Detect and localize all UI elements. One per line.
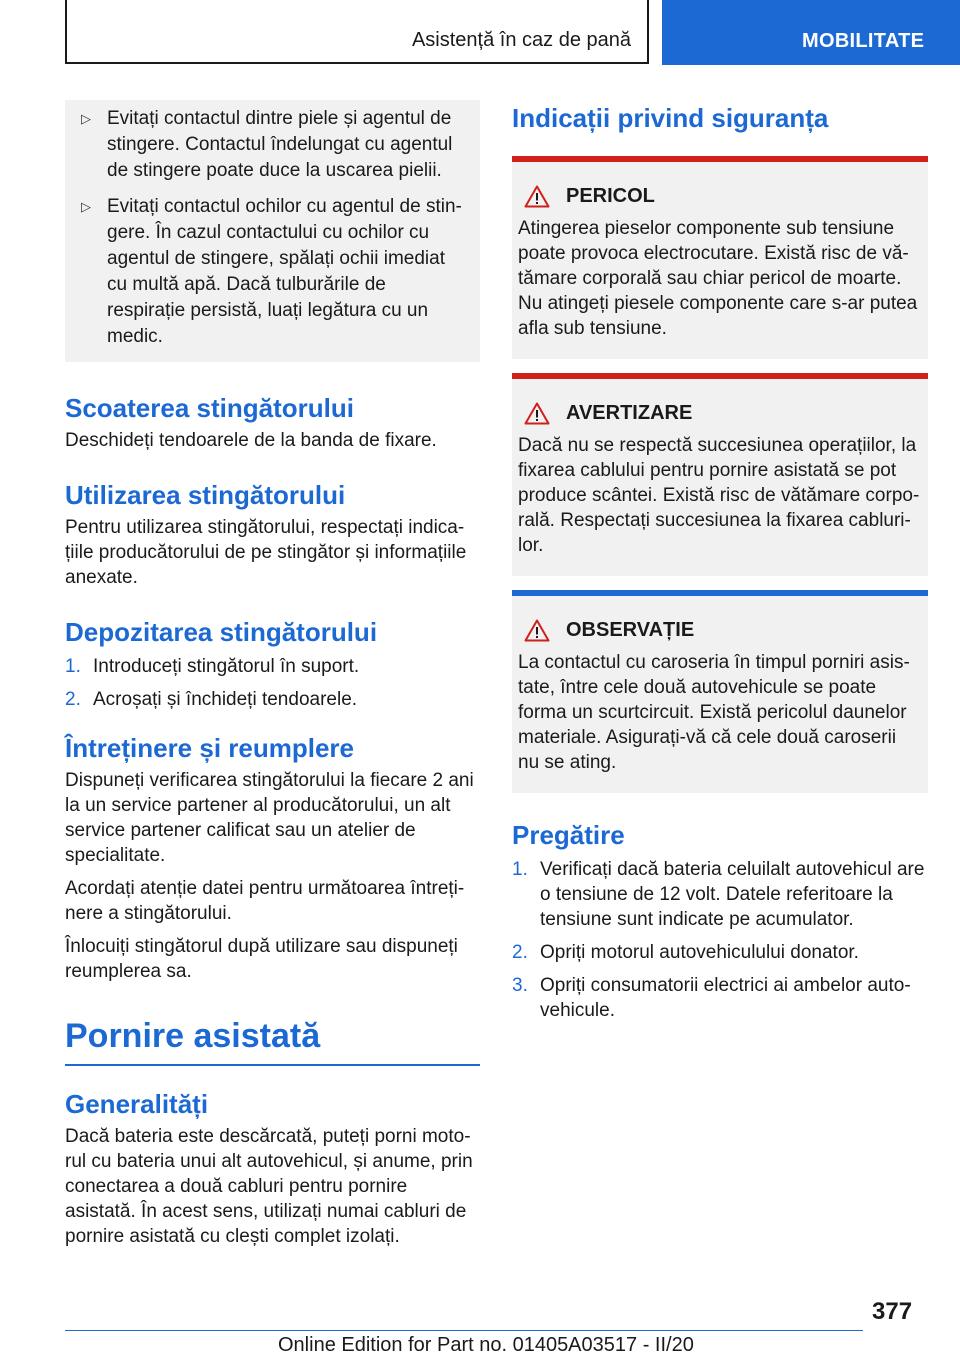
- note-item: [79, 194, 466, 350]
- note-box: [65, 100, 480, 362]
- list-item: [512, 940, 928, 965]
- warning-triangle-icon: [524, 619, 550, 642]
- prep-steps: [512, 857, 928, 1023]
- triangle-bullet-icon: ▷: [81, 111, 91, 126]
- step-text: Introduceți stingătorul în suport.: [93, 656, 360, 677]
- warning-title: AVERTIZARE: [566, 402, 693, 424]
- warning-text: La contactul cu caroseria în timpul porniri asistate, între cele două autovehicule se poate forma un scurtcircuit. Există pericolul daunelor materiale. Asigurați-vă că cele două caroserii nu se ating.: [518, 652, 910, 773]
- text-general: Dacă bateria este descărcată, puteți porni motorul cu bateria unui alt autovehicul, și anume, prin conectarea a două cabluri pentru pornire asistată. În acest sens, utilizați numai cabluri de pornire asistată cu clești complet izolați.: [65, 1126, 473, 1247]
- warning-title-row: [518, 401, 922, 425]
- right-column: [512, 100, 928, 1031]
- warning-triangle-icon: [524, 185, 550, 208]
- list-item: [512, 857, 928, 932]
- triangle-bullet-icon: ▷: [81, 199, 91, 214]
- text-use: Pentru utilizarea stingătorului, respectați indicațiile producătorului de pe stingător și informațiile anexate.: [65, 517, 467, 588]
- warning-triangle-icon: [524, 402, 550, 425]
- heading-safety: Indicații privind siguranța: [512, 103, 829, 133]
- header-section-title: Asistență în caz de pană: [411, 29, 631, 51]
- heading-maintenance: Întreținere și reumplere: [65, 733, 354, 763]
- footer-divider: [65, 1330, 863, 1331]
- header-chapter-label: MOBILITATE: [802, 30, 925, 52]
- section-maintenance: [65, 732, 480, 984]
- step-number: 2.: [65, 689, 81, 710]
- header-chapter-tab: [662, 0, 960, 65]
- section-remove: [65, 392, 480, 453]
- warning-text: Atingerea pieselor componente sub tensiune poate provoca electrocutare. Există risc de vătămare corporală sau chiar pericol de moarte. Nu atingeți piesele componente care s-ar putea afla sub tensiune.: [518, 218, 918, 339]
- note-text: Evitați contactul ochilor cu agentul de stingere. În cazul contactului cu ochilor cu agentul de stingere, spălați ochii imediat cu multă apă. Dacă tulburările de respirație persistă, luați legătura cu un medic.: [107, 196, 462, 347]
- list-item: [65, 654, 480, 679]
- left-column: [65, 100, 480, 1249]
- heading-storage: Depozitarea stingătorului: [65, 617, 378, 647]
- step-number: 1.: [65, 656, 81, 677]
- heading-use: Utilizarea stingătorului: [65, 480, 346, 510]
- step-text: Opriți consumatorii electrici ai ambelor autovehicule.: [540, 975, 911, 1021]
- section-prep: [512, 819, 928, 1023]
- step-text: Verificați dacă bateria celuilalt autovehicul are o tensiune de 12 volt. Datele referitoare la tensiune sunt indicate pe acumulator.: [540, 859, 925, 930]
- heading-prep: Pregătire: [512, 820, 625, 850]
- warning-box-warning: [512, 373, 928, 576]
- step-number: 2.: [512, 942, 528, 963]
- text-remove: Deschideți tendoarele de la banda de fixare.: [65, 430, 437, 451]
- warning-title-row: [518, 184, 922, 208]
- note-text: Evitați contactul dintre piele și agentul de stingere. Contactul îndelungat cu agentul de stingere poate duce la uscarea pielii.: [107, 108, 453, 181]
- note-item: [79, 106, 466, 184]
- text-maintenance-3: Înlocuiți stingătorul după utilizare sau dispuneți reumplerea sa.: [65, 936, 458, 982]
- step-text: Acroșați și închideți tendoarele.: [93, 689, 358, 710]
- section-general: [65, 1088, 480, 1249]
- step-text: Opriți motorul autovehiculului donator.: [540, 942, 859, 963]
- list-item: [512, 973, 928, 1023]
- section-storage: [65, 616, 480, 712]
- chapter-heading-box: [65, 1016, 480, 1066]
- heading-remove: Scoaterea stingătorului: [65, 393, 354, 423]
- warning-box-danger: [512, 156, 928, 359]
- step-number: 1.: [512, 859, 528, 880]
- footer-edition: Online Edition for Part no. 01405A03517 - II/20: [278, 1334, 694, 1356]
- text-maintenance-2: Acordați atenție datei pentru următoarea întreținere a stingătorului.: [65, 878, 465, 924]
- heading-jump-start: Pornire asistată: [65, 1017, 321, 1055]
- list-item: [65, 687, 480, 712]
- warning-box-notice: [512, 590, 928, 793]
- step-number: 3.: [512, 975, 528, 996]
- header-section-box: [65, 0, 649, 64]
- text-maintenance-1: Dispuneți verificarea stingătorului la fiecare 2 ani la un service partener al producătorului, un alt service partener calificat sau un atelier de specialitate.: [65, 770, 474, 866]
- section-use: [65, 479, 480, 590]
- warning-title-row: [518, 618, 922, 642]
- warning-title: OBSERVAȚIE: [566, 619, 695, 641]
- warning-text: Dacă nu se respectă succesiunea operațiilor, la fixarea cablului pentru pornire asistată se pot produce scântei. Există risc de vătămare corporală. Respectați succesiunea la fixarea cablurilor.: [518, 435, 920, 556]
- storage-steps: [65, 654, 480, 712]
- page-number: 377: [872, 1298, 913, 1325]
- heading-general: Generalități: [65, 1089, 209, 1119]
- warning-title: PERICOL: [566, 185, 655, 207]
